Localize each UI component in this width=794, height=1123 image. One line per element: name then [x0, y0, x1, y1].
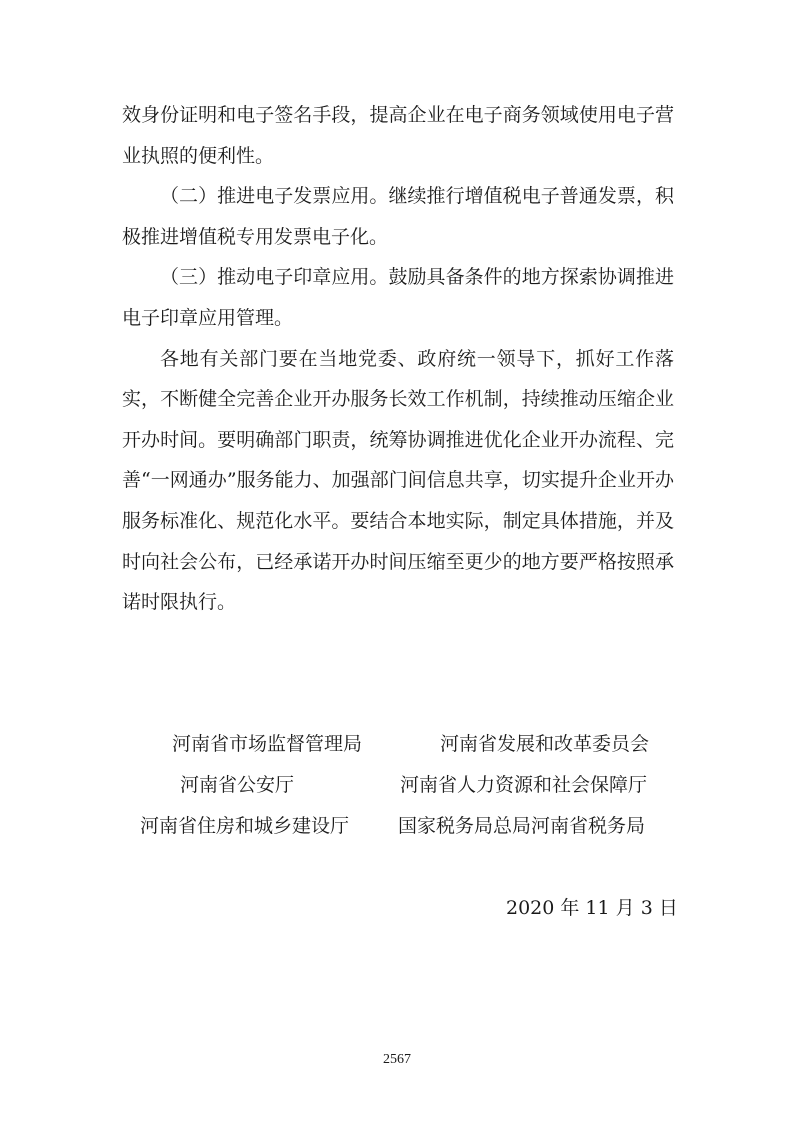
signatory-housing-construction: 河南省住房和城乡建设厅 [140, 815, 350, 837]
document-body [122, 95, 674, 623]
paragraph-e-seal: （三）推动电子印章应用。鼓励具备条件的地方探索协调推进电子印章应用管理。 [122, 266, 674, 329]
paragraph-e-invoice: （二）推进电子发票应用。继续推行增值税电子普通发票，积极推进增值税专用发票电子化。 [122, 185, 674, 248]
page-number: 2567 [383, 1052, 411, 1067]
signatory-row-3 [120, 804, 680, 845]
signatory-row-2 [120, 763, 680, 804]
signatory-development-reform: 河南省发展和改革委员会 [440, 733, 650, 755]
signatory-row-1 [120, 722, 680, 763]
paragraph-implementation: 各地有关部门要在当地党委、政府统一领导下，抓好工作落实，不断健全完善企业开办服务长效工作机制，持续推动压缩企业开办时间。要明确部门职责，统筹协调推进优化企业开办流程、完善“一网通办”服务能力、加强部门间信息共享，切实提升企业开办服务标准化、规范化水平。要结合本地实际，制定具体措施，并及时向社会公布，已经承诺开办时间压缩至更少的地方要严格按照承诺时限执行。 [122, 347, 674, 614]
signatory-public-security: 河南省公安厅 [180, 774, 295, 796]
signatory-market-supervision: 河南省市场监督管理局 [172, 733, 363, 755]
signatory-tax-bureau: 国家税务局总局河南省税务局 [398, 815, 646, 837]
signatory-human-resources: 河南省人力资源和社会保障厅 [400, 774, 648, 796]
document-date: 2020 年 11 月 3 日 [506, 897, 678, 919]
paragraph-continuation: 效身份证明和电子签名手段，提高企业在电子商务领域使用电子营业执照的便利性。 [122, 104, 674, 167]
